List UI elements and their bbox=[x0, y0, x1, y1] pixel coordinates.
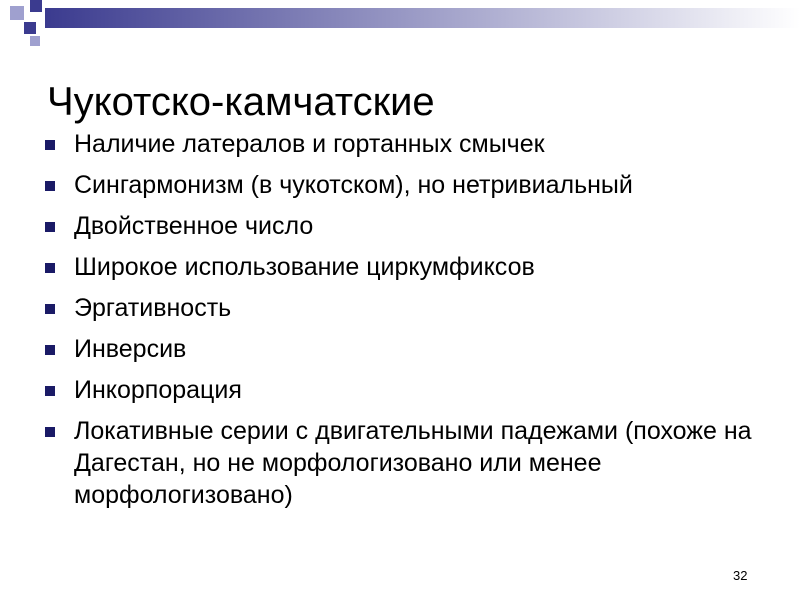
bullet-item bbox=[44, 374, 774, 406]
bullet-text: Инверсив bbox=[74, 335, 187, 363]
square-bullet-icon bbox=[45, 222, 55, 232]
bullet-item bbox=[44, 415, 774, 511]
bullet-text: Двойственное число bbox=[74, 212, 314, 240]
square-bullet-icon bbox=[45, 181, 55, 191]
bullet-item bbox=[44, 169, 774, 201]
bullet-item bbox=[44, 128, 774, 160]
bullet-item bbox=[44, 210, 774, 242]
header-square-mid bbox=[24, 22, 36, 34]
square-bullet-icon bbox=[45, 386, 55, 396]
square-bullet-icon bbox=[45, 345, 55, 355]
header-gradient-bar bbox=[45, 8, 800, 28]
header-square-bottom bbox=[30, 36, 40, 46]
bullet-text: Инкорпорация bbox=[74, 376, 242, 404]
bullet-text: Эргативность bbox=[74, 294, 232, 322]
bullet-item bbox=[44, 333, 774, 365]
bullet-text: Наличие латералов и гортанных смычек bbox=[74, 130, 545, 158]
bullet-text: Локативные серии с двигательными падежами (похоже на Дагестан, но не морфологизовано или менее морфологизовано) bbox=[74, 417, 752, 509]
bullet-item bbox=[44, 251, 774, 283]
bullet-item bbox=[44, 292, 774, 324]
page-number: 32 bbox=[733, 568, 748, 583]
header-decoration bbox=[0, 0, 800, 60]
bullet-text: Сингармонизм (в чукотском), но нетривиальный bbox=[74, 171, 633, 199]
square-bullet-icon bbox=[45, 140, 55, 150]
header-square-top-left bbox=[10, 6, 24, 20]
square-bullet-icon bbox=[45, 263, 55, 273]
bullet-text: Широкое использование циркумфиксов bbox=[74, 253, 535, 281]
square-bullet-icon bbox=[45, 427, 55, 437]
slide-title: Чукотско-камчатские bbox=[47, 80, 435, 124]
square-bullet-icon bbox=[45, 304, 55, 314]
bullet-list bbox=[44, 128, 774, 520]
header-square-top-right bbox=[30, 0, 42, 12]
